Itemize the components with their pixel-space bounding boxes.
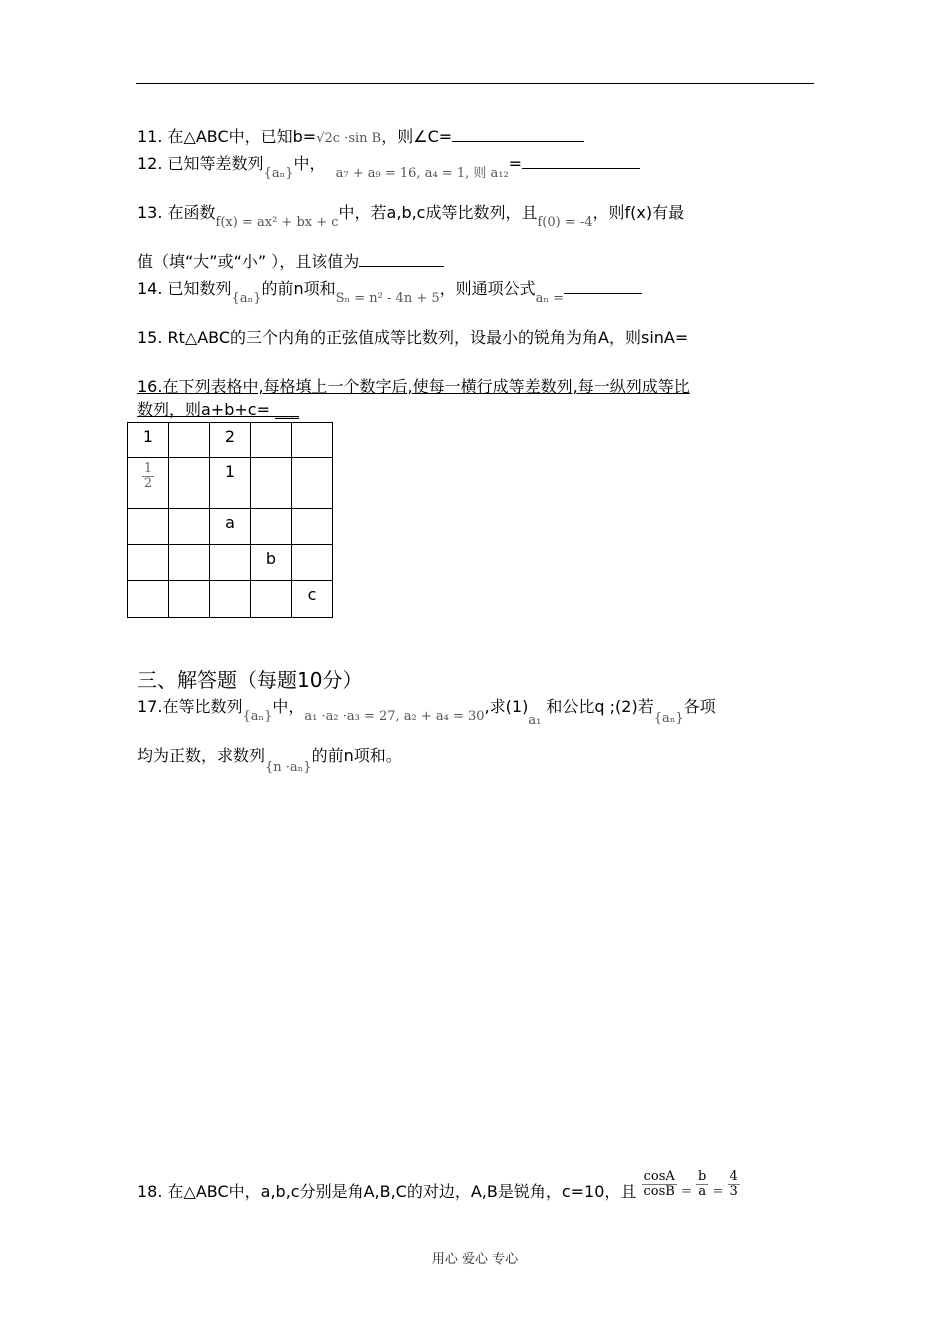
question-15	[137, 327, 688, 349]
q15-text: 15. Rt△ABC的三个内角的正弦值成等比数列，设最小的锐角为角A，则sinA=	[137, 328, 689, 347]
q18-text: 18. 在△ABC中，a,b,c分别是角A,B,C的对边，A,B是锐角，c=10，且	[137, 1182, 637, 1201]
cos-ratio-fraction	[642, 1170, 677, 1199]
q13-text-mid: 中，若a,b,c成等比数列，且	[338, 203, 538, 222]
q11-text: 11. 在△ABC中，已知b=	[137, 127, 317, 146]
grid-cell[interactable]	[251, 509, 292, 545]
fraction-denominator: 2	[143, 476, 153, 491]
grid-cell-fraction[interactable]	[128, 458, 169, 509]
side-ratio-fraction	[696, 1170, 708, 1199]
q13-condition: f(0) = -4	[537, 215, 593, 230]
grid-cell[interactable]: 1	[210, 458, 251, 509]
grid-cell[interactable]: a	[210, 509, 251, 545]
grid-row	[128, 545, 333, 581]
q17-a1: a₁	[528, 713, 542, 728]
question-13-line2	[137, 250, 444, 273]
question-11	[137, 125, 584, 150]
q17-line2-text: 均为正数，求数列	[137, 746, 266, 765]
q11-text-end: ，则∠C=	[381, 127, 453, 146]
grid-cell[interactable]	[292, 509, 333, 545]
question-16	[137, 376, 690, 398]
question-14	[137, 277, 642, 306]
q16-line2: 数列，则a+b+c= ___	[137, 400, 300, 419]
value-numerator: 4	[729, 1169, 738, 1184]
q17-sequence-3: {n ·aₙ}	[265, 760, 312, 775]
half-fraction	[142, 462, 154, 491]
q13-text: 13. 在函数	[137, 203, 216, 222]
q13-formula: f(x) = ax² + bx + c	[215, 215, 339, 230]
header-rule	[136, 83, 814, 84]
question-16-line2	[137, 399, 299, 421]
q13-text-end: ，则f(x)有最	[592, 203, 685, 222]
question-17	[137, 696, 716, 728]
grid-cell[interactable]	[251, 423, 292, 458]
grid-row	[128, 509, 333, 545]
side-ratio-denominator: a	[698, 1184, 707, 1199]
grid-cell[interactable]	[128, 509, 169, 545]
grid-row	[128, 581, 333, 618]
grid-cell[interactable]	[210, 581, 251, 618]
grid-cell[interactable]	[292, 458, 333, 509]
q12-formula: a₇ + a₉ = 16, a₄ = 1, 则 a₁₂	[335, 166, 509, 181]
q11-formula: √2c ·sin B	[316, 131, 382, 146]
q17-text-mid: 中，	[272, 697, 305, 716]
question-17-line2	[137, 745, 402, 775]
question-12	[137, 152, 640, 181]
grid-cell[interactable]	[169, 581, 210, 618]
grid-cell[interactable]	[292, 545, 333, 581]
question-18: 18. 在△ABC中，a,b,c分别是角A,B,C的对边，A,B是锐角，c=10，且 $\frac{\cos A}{\cos B}$ = $\frac{b}{a}$ = $\frac{4}{3}$	[137, 1169, 738, 1201]
grid-cell[interactable]: 2	[210, 423, 251, 458]
q14-sequence: {aₙ}	[231, 291, 262, 306]
grid-cell[interactable]	[251, 581, 292, 618]
grid-row	[128, 423, 333, 458]
q17-text-mid2: ,求(1)	[484, 697, 529, 716]
q13-line2-text: 值（填“大”或“小” ），且该值为	[137, 252, 360, 271]
q12-sequence: {aₙ}	[263, 166, 294, 181]
grid-cell[interactable]	[169, 458, 210, 509]
section-3-heading: 三、解答题（每题10分）	[137, 668, 363, 692]
q17-sequence-2: {aₙ}	[653, 711, 684, 726]
grid-cell[interactable]: b	[251, 545, 292, 581]
q17-text: 17.在等比数列	[137, 697, 243, 716]
q17-line2-end: 的前n项和。	[311, 746, 402, 765]
grid-cell[interactable]	[169, 509, 210, 545]
q17-text-mid3: 和公比q ;(2)若	[546, 697, 654, 716]
cos-ratio-denominator: cosB	[643, 1184, 675, 1199]
q14-formula: Sₙ = n² - 4n + 5	[335, 291, 440, 306]
q14-target: aₙ =	[535, 291, 565, 306]
number-grid	[127, 422, 333, 618]
cos-ratio-numerator: cosA	[642, 1170, 677, 1185]
grid-cell[interactable]	[210, 545, 251, 581]
grid-cell[interactable]	[128, 545, 169, 581]
side-ratio-numerator: b	[698, 1169, 707, 1184]
value-fraction	[728, 1170, 740, 1199]
grid-cell[interactable]	[169, 545, 210, 581]
q16-line1: 16.在下列表格中,每格填上一个数字后,使每一横行成等差数列,每一纵列成等比	[137, 377, 690, 396]
grid-cell[interactable]	[128, 581, 169, 618]
q17-text-end: 各项	[683, 697, 716, 716]
q17-formula: a₁ ·a₂ ·a₃ = 27, a₂ + a₄ = 30	[304, 709, 485, 724]
q14-text-mid: 的前n项和	[261, 279, 336, 298]
grid-cell[interactable]: 1	[128, 423, 169, 458]
q12-answer-blank[interactable]	[522, 152, 640, 169]
grid-cell[interactable]	[169, 423, 210, 458]
grid-row	[128, 458, 333, 509]
grid-cell[interactable]	[292, 423, 333, 458]
question-13	[137, 202, 685, 230]
q14-answer-blank[interactable]	[564, 277, 642, 294]
value-denominator: 3	[729, 1184, 738, 1199]
page-footer: 用心 爱心 专心	[431, 1252, 519, 1267]
q12-text: 12. 已知等差数列	[137, 154, 264, 173]
grid-cell[interactable]	[251, 458, 292, 509]
fraction-numerator: 1	[143, 461, 153, 476]
q11-answer-blank[interactable]	[452, 125, 584, 142]
grid-cell[interactable]: c	[292, 581, 333, 618]
q14-text-mid2: ，则通项公式	[439, 279, 536, 298]
q12-text-mid: 中，	[293, 154, 326, 173]
q14-text: 14. 已知数列	[137, 279, 232, 298]
q17-sequence: {aₙ}	[242, 709, 273, 724]
q13-answer-blank[interactable]	[359, 250, 444, 267]
q12-text-end: =	[508, 154, 523, 173]
